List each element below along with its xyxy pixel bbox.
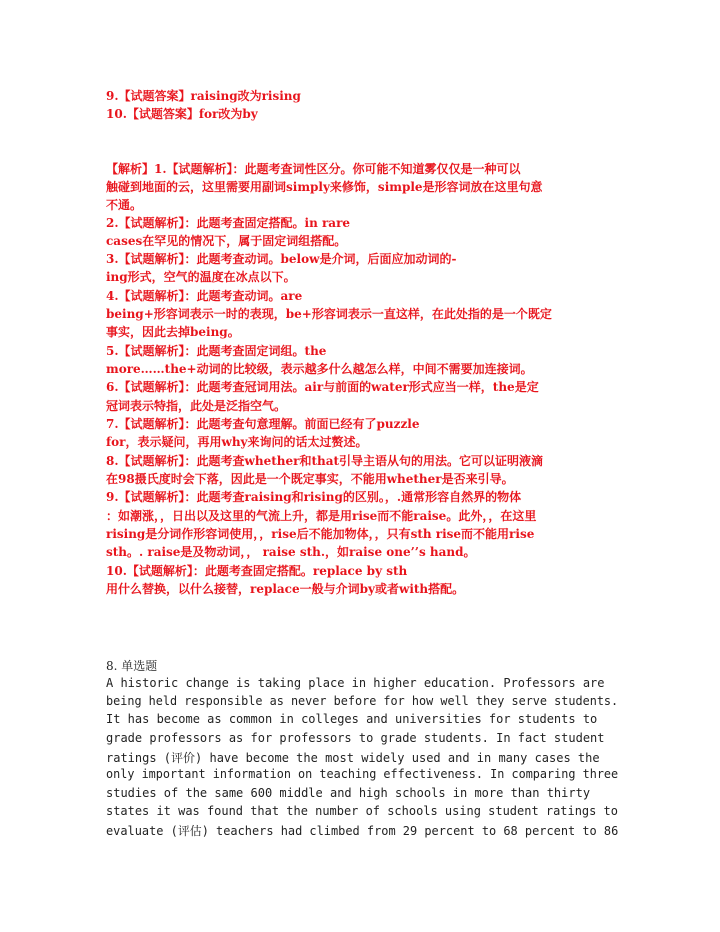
- explanation-line: being+形容词表示一时的表现，be+形容词表示一直这样，在此处指的是一个既定: [106, 307, 552, 321]
- explanation-line: ing形式，空气的温度在冰点以下。: [106, 270, 296, 284]
- explanation-line: 10.【试题解析】：此题考查固定搭配。replace by sth: [106, 564, 408, 578]
- passage-line: grade professors as for professors to grade students. In fact student: [106, 731, 605, 745]
- answer-line-9: 9.【试题答案】raising改为rising: [106, 89, 301, 103]
- passage-line: A historic change is taking place in higher education. Professors are: [106, 676, 605, 690]
- passage-line: being held responsible as never before for how well they serve students.: [106, 694, 619, 708]
- explanation-line: 触碰到地面的云，这里需要用副词simply来修饰，simple是形容词放在这里句意: [106, 180, 543, 194]
- explanation-line: sth。. raise是及物动词，， raise sth.，如raise one’’s hand。: [106, 545, 476, 559]
- question-title: 8. 单选题: [106, 659, 158, 673]
- passage-line: It has become as common in colleges and universities for students to: [106, 712, 598, 726]
- explanation-line: 冠词表示特指，此处是泛指空气。: [106, 399, 287, 413]
- passage-line: only important information on teaching effectiveness. In comparing three: [106, 767, 619, 781]
- explanation-line: 不通。: [106, 198, 143, 212]
- passage-line: studies of the same 600 middle and high schools in more than thirty: [106, 786, 591, 800]
- explanation-line: 9.【试题解析】：此题考查raising和rising的区别。，.通常形容自然界的物体: [106, 490, 522, 504]
- explanation-line: ：如潮涨，，日出以及这里的气流上升，都是用rise而不能raise。此外，，在这里: [106, 509, 537, 523]
- explanation-line: 用什么替换，以什么接替，replace一般与介词by或者with搭配。: [106, 582, 465, 596]
- passage-line: states it was found that the number of schools using student ratings to: [106, 804, 618, 818]
- explanation-line: 在98摄氏度时会下落，因此是一个既定事实，不能用whether是否来引导。: [106, 472, 514, 486]
- explanation-line: 3.【试题解析】：此题考查动词。below是介词，后面应加动词的-: [106, 252, 457, 266]
- explanation-line: 7.【试题解析】：此题考查句意理解。前面已经有了puzzle: [106, 417, 420, 431]
- explanation-line: more……the+动词的比较级，表示越多什么越怎么样，中间不需要加连接词。: [106, 362, 533, 376]
- explanation-line: for，表示疑问，再用why来询问的话太过赘述。: [106, 435, 368, 449]
- explanation-line: 【解析】1.【试题解析】：此题考查词性区分。你可能不知道雾仅仅是一种可以: [106, 162, 521, 176]
- explanation-line: 6.【试题解析】：此题考查冠词用法。air与前面的water形式应当一样，the是定: [106, 380, 539, 394]
- explanation-line: 2.【试题解析】：此题考查固定搭配。in rare: [106, 216, 351, 230]
- explanation-line: 事实，因此去掉being。: [106, 325, 240, 339]
- explanation-line: rising是分词作形容词使用，，rise后不能加物体，，只有sth rise而不能用rise: [106, 527, 535, 541]
- explanation-line: 5.【试题解析】：此题考查固定词组。the: [106, 344, 327, 358]
- answer-line-10: 10.【试题答案】for改为by: [106, 107, 258, 121]
- passage-line: ratings (评价) have become the most widely used and in many cases the: [106, 751, 600, 765]
- explanation-line: 8.【试题解析】：此题考查whether和that引导主语从句的用法。它可以证明液滴: [106, 454, 544, 468]
- explanation-line: 4.【试题解析】：此题考查动词。are: [106, 289, 303, 303]
- passage-line: evaluate (评估) teachers had climbed from 29 percent to 68 percent to 86: [106, 824, 619, 838]
- explanation-line: cases在罕见的情况下，属于固定词组搭配。: [106, 234, 347, 248]
